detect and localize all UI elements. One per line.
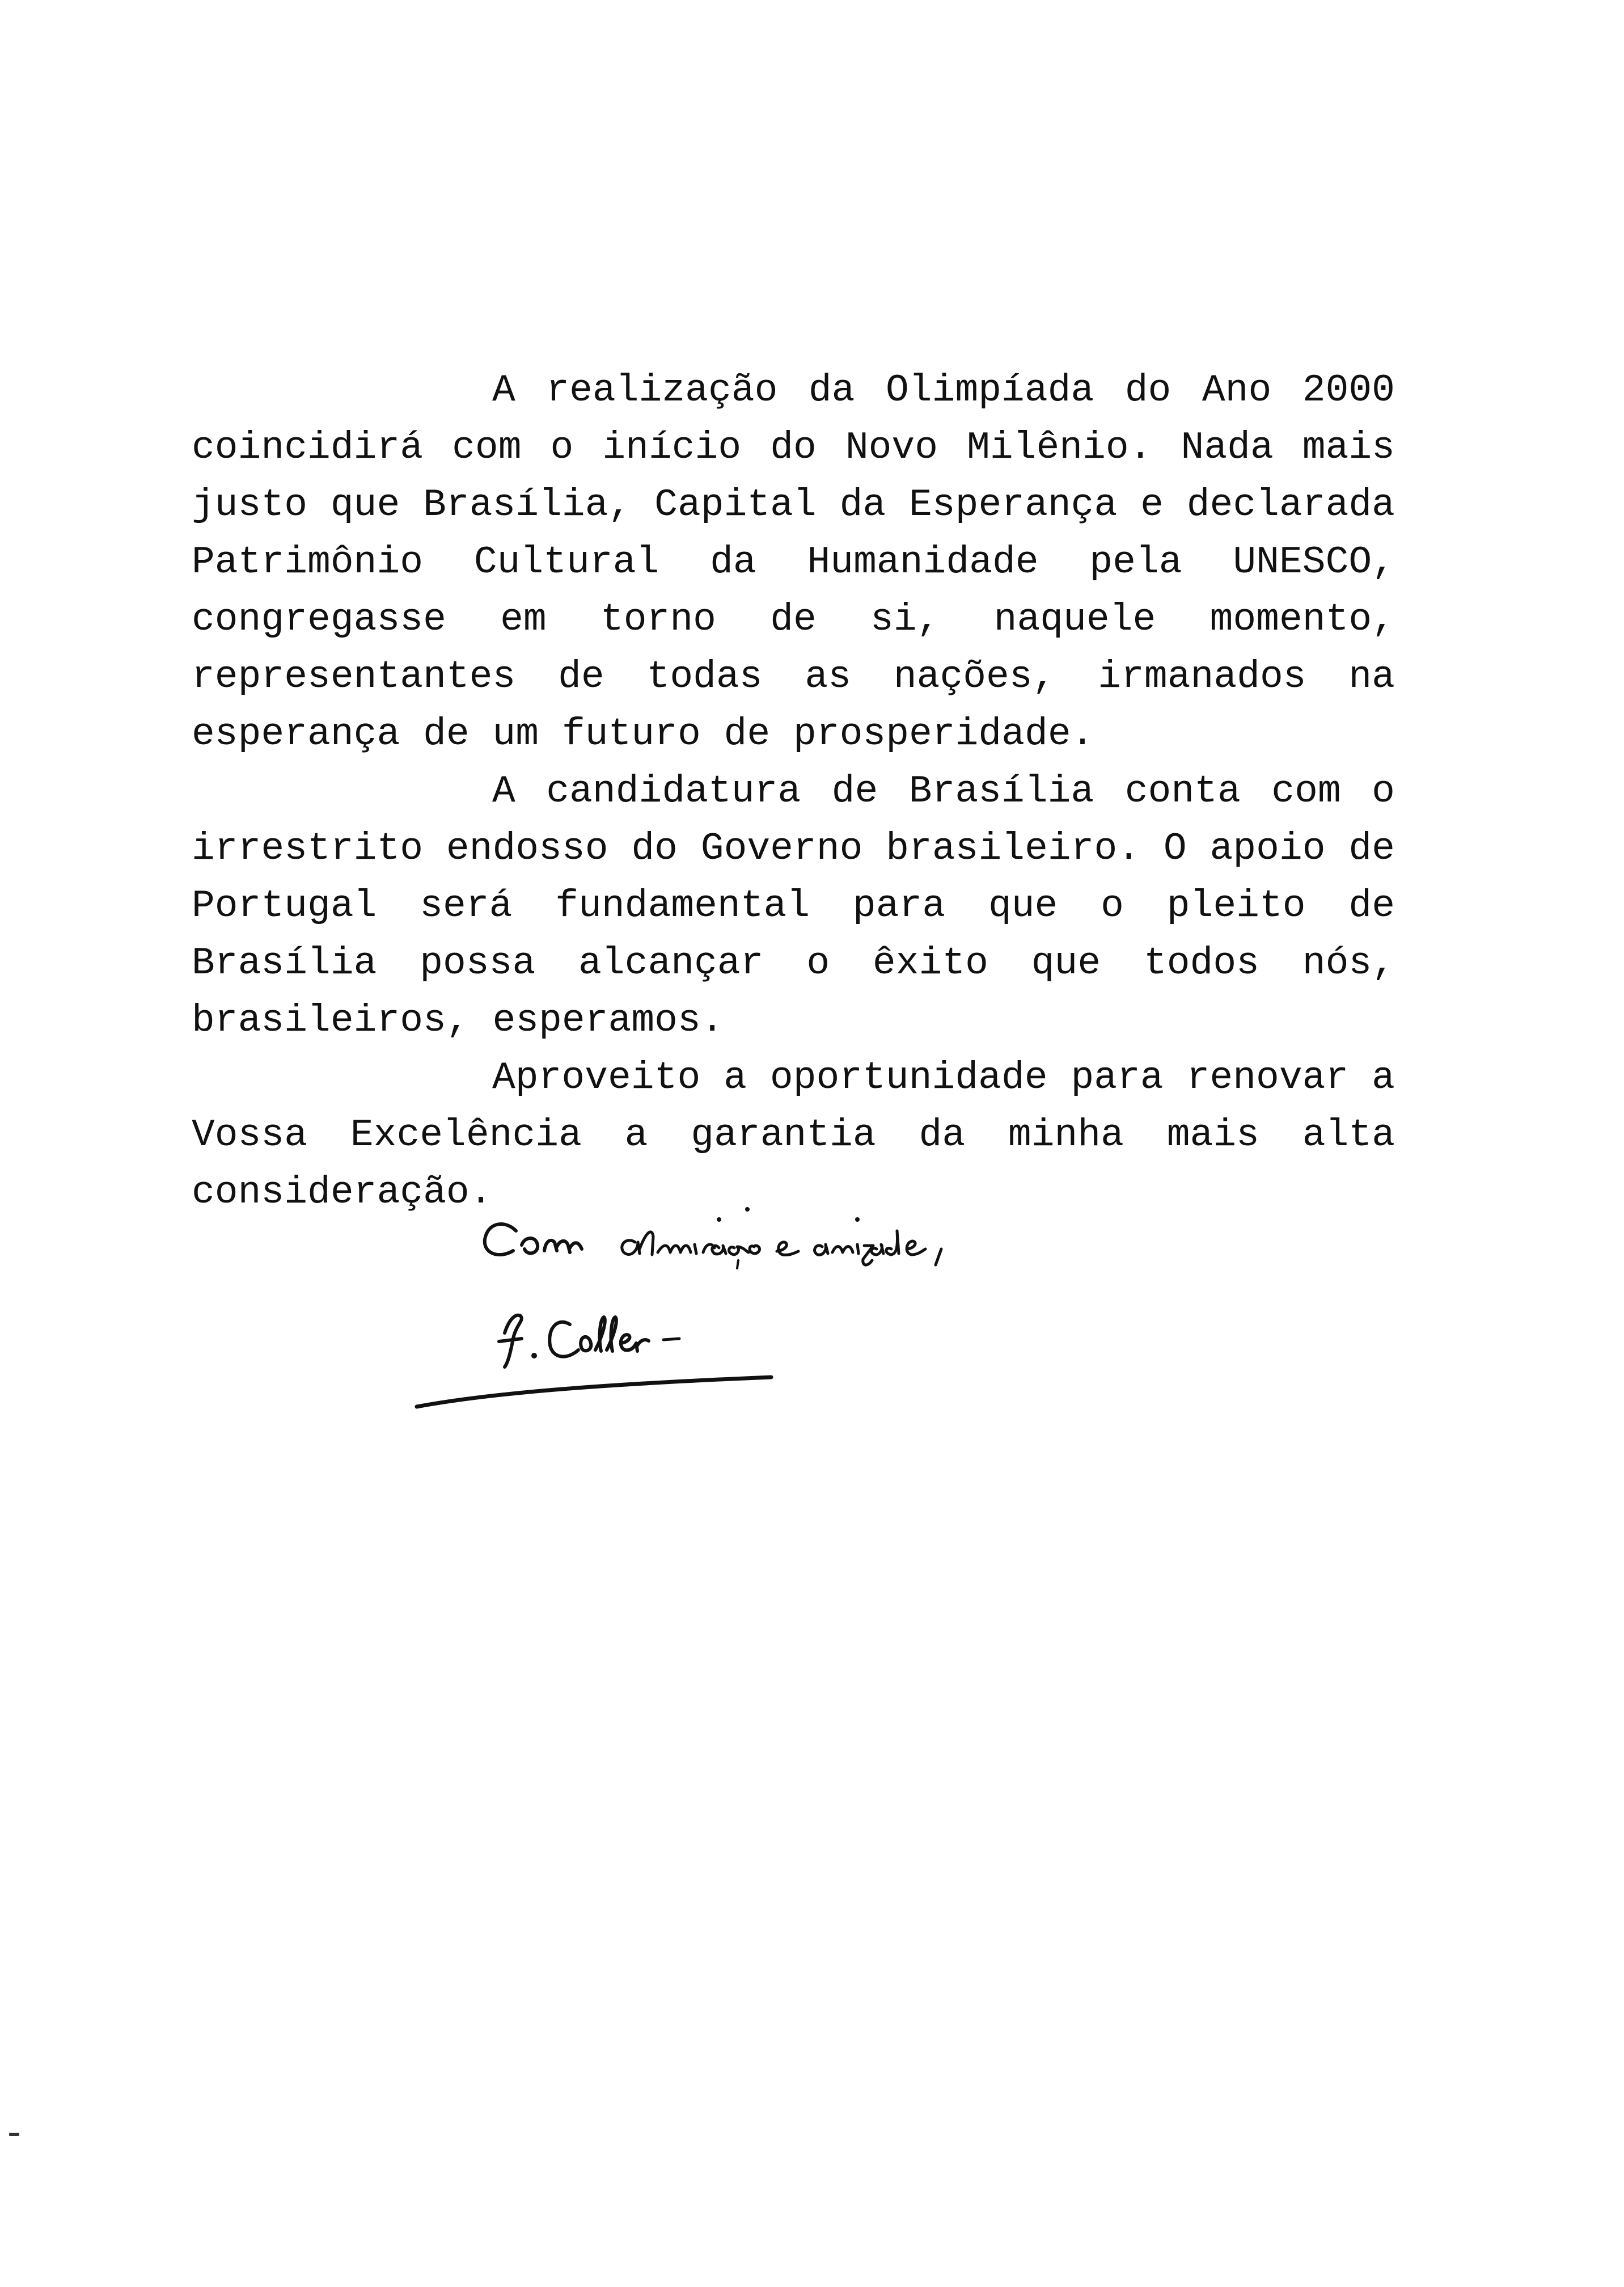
text-line: irrestrito endosso do Governo brasileiro. O apoio de [192, 827, 1395, 871]
text-line: Brasília possa alcançar o êxito que todos nós, [192, 942, 1395, 985]
handwritten-signature [408, 1197, 1145, 1424]
closing-script-com [485, 1224, 582, 1255]
ink-dot [531, 1353, 537, 1358]
signature-dash [663, 1339, 679, 1340]
closing-script-e [777, 1242, 798, 1255]
text-line: brasileiros, esperamos. [192, 999, 724, 1043]
text-line: A realização da Olimpíada do Ano 2000 [492, 369, 1395, 412]
text-line: Portugal será fundamental para que o pleito de [192, 884, 1395, 928]
text-line: congregasse em torno de si, naquele momento, [192, 598, 1395, 642]
text-line: Vossa Excelência a garantia da minha mais alta [192, 1113, 1395, 1157]
letter-body [192, 362, 1395, 1221]
ink-dot [855, 1217, 860, 1222]
text-line: Patrimônio Cultural da Humanidade pela UNESCO, [192, 541, 1395, 584]
text-line: justo que Brasília, Capital da Esperança e declarada [192, 483, 1395, 527]
text-line: representantes de todas as nações, irmanados na [192, 655, 1395, 699]
signature-initial-f [499, 1315, 522, 1367]
cedilla-mark [737, 1260, 738, 1268]
paragraph-2 [192, 763, 1395, 1049]
paragraph-3 [192, 1049, 1395, 1221]
text-line: coincidirá com o início do Novo Milênio. Nada mais [192, 426, 1395, 470]
paragraph-1 [192, 362, 1395, 763]
text-line: Aproveito a oportunidade para renovar a [492, 1056, 1395, 1100]
ink-dot [745, 1207, 750, 1212]
text-line: consideração. [192, 1171, 493, 1214]
scan-speck [9, 2133, 19, 2136]
closing-script-admiracao [622, 1232, 760, 1255]
closing-script-amizade [815, 1231, 941, 1265]
ink-dot [717, 1217, 721, 1222]
signature-surname [549, 1317, 649, 1357]
signature-underline [417, 1377, 771, 1407]
text-line: esperança de um futuro de prosperidade. [192, 712, 1094, 756]
text-line: A candidatura de Brasília conta com o [492, 770, 1395, 813]
